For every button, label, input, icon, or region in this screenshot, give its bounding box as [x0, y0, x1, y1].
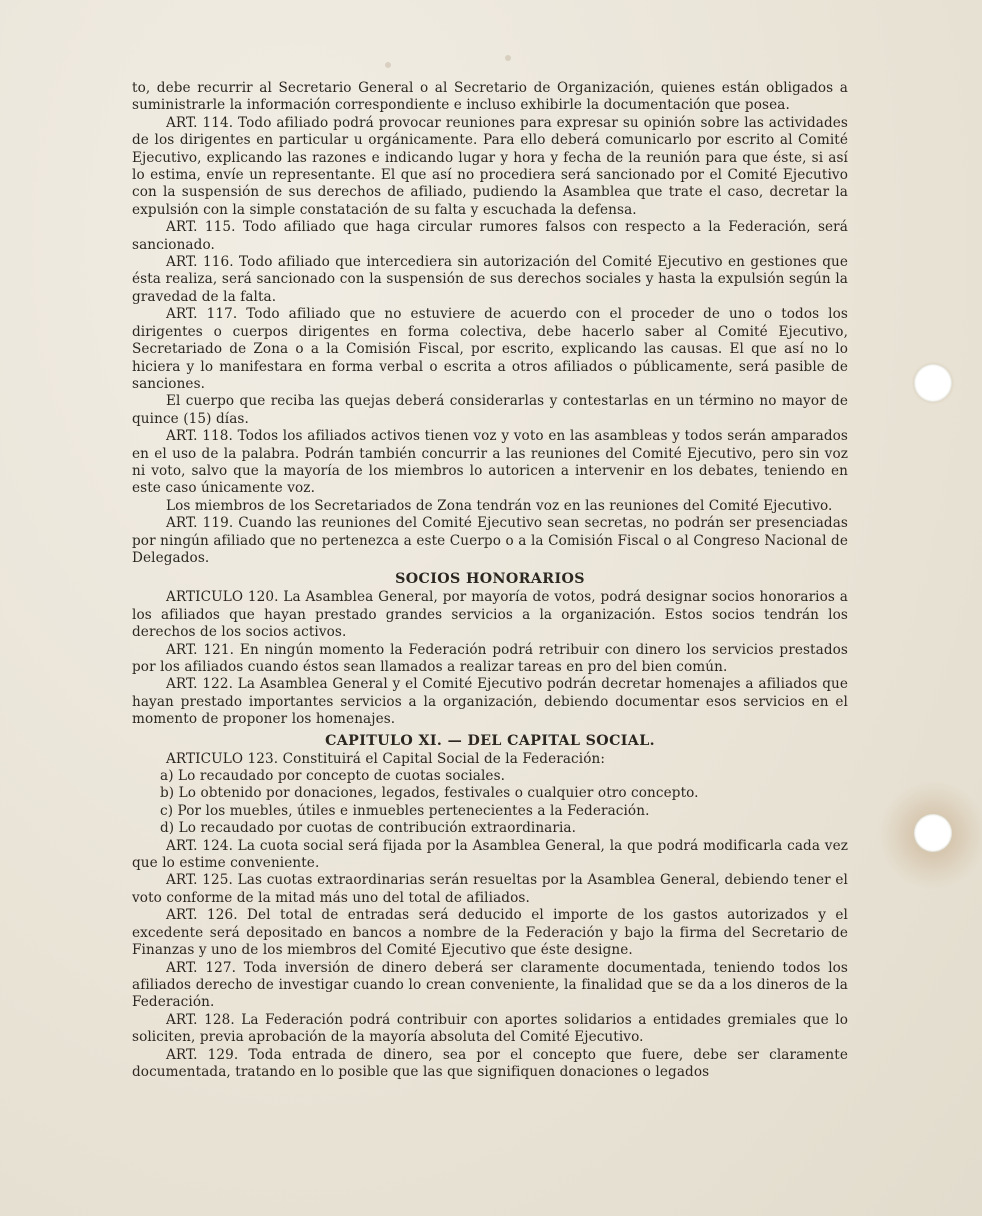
paragraph: ART. 124. La cuota social será fijada por la Asamblea General, la que podrá modificarla cada vez que lo estime conveniente. — [132, 837, 848, 872]
paper-spot — [385, 62, 391, 68]
paragraph: ART. 129. Toda entrada de dinero, sea por el concepto que fuere, debe ser claramente documentada, tratando en lo posible que las que signifiquen donaciones o legados — [132, 1046, 848, 1080]
paragraph: ART. 119. Cuando las reuniones del Comité Ejecutivo sean secretas, no podrán ser presenciadas por ningún afiliado que no pertenezca a este Cuerpo o a la Comisión Fiscal o al Congreso Nacional de Delegados. — [132, 515, 848, 566]
list-item: c) Por los muebles, útiles e inmuebles pertenecientes a la Federación. — [160, 802, 650, 819]
paragraph: ART. 121. En ningún momento la Federación podrá retribuir con dinero los servicios prestados por los afiliados cuando éstos sean llamados a realizar tareas en pro del bien común. — [132, 641, 848, 675]
paragraph: ART. 117. Todo afiliado que no estuviere de acuerdo con el proceder de uno o todos los dirigentes o cuerpos dirigentes en forma colectiva, debe hacerlo saber al Comité Ejecutivo, Secretariado de Zona o a la Comisión Fiscal, por escrito, explicando las causas. El que así no lo hiciera y lo manifestara en forma verbal o escrita a otros afiliados o públicamente, será pasible de sanciones. — [132, 306, 848, 392]
paragraph: El cuerpo que reciba las quejas deberá considerarlas y contestarlas en un término no mayor de quince (15) días. — [132, 393, 848, 427]
punch-hole-bottom — [914, 814, 952, 852]
paragraph: ARTICULO 120. La Asamblea General, por mayoría de votos, podrá designar socios honorarios a los afiliados que hayan prestado grandes servicios a la organización. Estos socios tendrán los derechos de los socios activos. — [132, 589, 848, 641]
list-item: d) Lo recaudado por cuotas de contribución extraordinaria. — [160, 820, 577, 837]
list-item: a) Lo recaudado por concepto de cuotas sociales. — [160, 768, 506, 785]
paragraph: ARTICULO 123. Constituirá el Capital Social de la Federación: — [166, 750, 606, 767]
paragraph: ART. 116. Todo afiliado que intercediera sin autorización del Comité Ejecutivo en gestiones que ésta realiza, será sancionado con la suspensión de sus derechos sociales y hasta la expulsión según la gravedad de la falta. — [132, 254, 848, 305]
paragraph: ART. 122. La Asamblea General y el Comité Ejecutivo podrán decretar homenajes a afiliados que hayan prestado importantes servicios a la organización, debiendo documentar esos servicios en el momento de proponer los homenajes. — [132, 676, 848, 728]
section-heading: SOCIOS HONORARIOS — [395, 571, 585, 588]
paragraph: ART. 114. Todo afiliado podrá provocar reuniones para expresar su opinión sobre las actividades de los dirigentes en particular u orgánicamente. Para ello deberá comunicarlo por escrito al Comité Ejecutivo, explicando las razones e indicando lugar y hora y fecha de la reunión para que éste, si así lo estima, envíe un representante. El que así no procediera será sancionado por el Comité Ejecutivo con la suspensión de sus derechos de afiliado, pudiendo la Asamblea que trate el caso, decretar la expulsión con la simple constatación de su falta y escuchada la defensa. — [132, 114, 848, 218]
paper-spot — [505, 55, 511, 61]
document-body — [132, 80, 848, 1081]
paragraph: ART. 127. Toda inversión de dinero deberá ser claramente documentada, teniendo todos los afiliados derecho de investigar cuando lo crean conveniente, la finalidad que se da a los dineros de la Federación. — [132, 959, 848, 1011]
punch-hole-top — [914, 364, 952, 402]
paragraph: ART. 125. Las cuotas extraordinarias serán resueltas por la Asamblea General, debiendo tener el voto conforme de la mitad más uno del total de afiliados. — [132, 872, 848, 906]
paragraph: ART. 128. La Federación podrá contribuir con aportes solidarios a entidades gremiales que lo soliciten, previa aprobación de la mayoría absoluta del Comité Ejecutivo. — [132, 1011, 848, 1046]
section-heading: CAPITULO XI. — DEL CAPITAL SOCIAL. — [325, 732, 655, 749]
paragraph: ART. 115. Todo afiliado que haga circular rumores falsos con respecto a la Federación, será sancionado. — [132, 219, 848, 253]
paragraph: ART. 126. Del total de entradas será deducido el importe de los gastos autorizados y el excedente será depositado en bancos a nombre de la Federación y bajo la firma del Secretario de Finanzas y uno de los miembros del Comité Ejecutivo que éste designe. — [132, 907, 848, 959]
paragraph: ART. 118. Todos los afiliados activos tienen voz y voto en las asambleas y todos serán amparados en el uso de la palabra. Podrán también concurrir a las reuniones del Comité Ejecutivo, pero sin voz ni voto, salvo que la mayoría de los miembros lo autoricen a intervenir en los debates, teniendo en este caso únicamente voz. — [132, 428, 848, 497]
paragraph: Los miembros de los Secretariados de Zona tendrán voz en las reuniones del Comité Ejecutivo. — [166, 497, 833, 514]
paragraph: to, debe recurrir al Secretario General o al Secretario de Organización, quienes están obligados a suministrarle la información correspondiente e incluso exhibirle la documentación que posea. — [132, 80, 848, 114]
list-item: b) Lo obtenido por donaciones, legados, festivales o cualquier otro concepto. — [160, 785, 699, 802]
